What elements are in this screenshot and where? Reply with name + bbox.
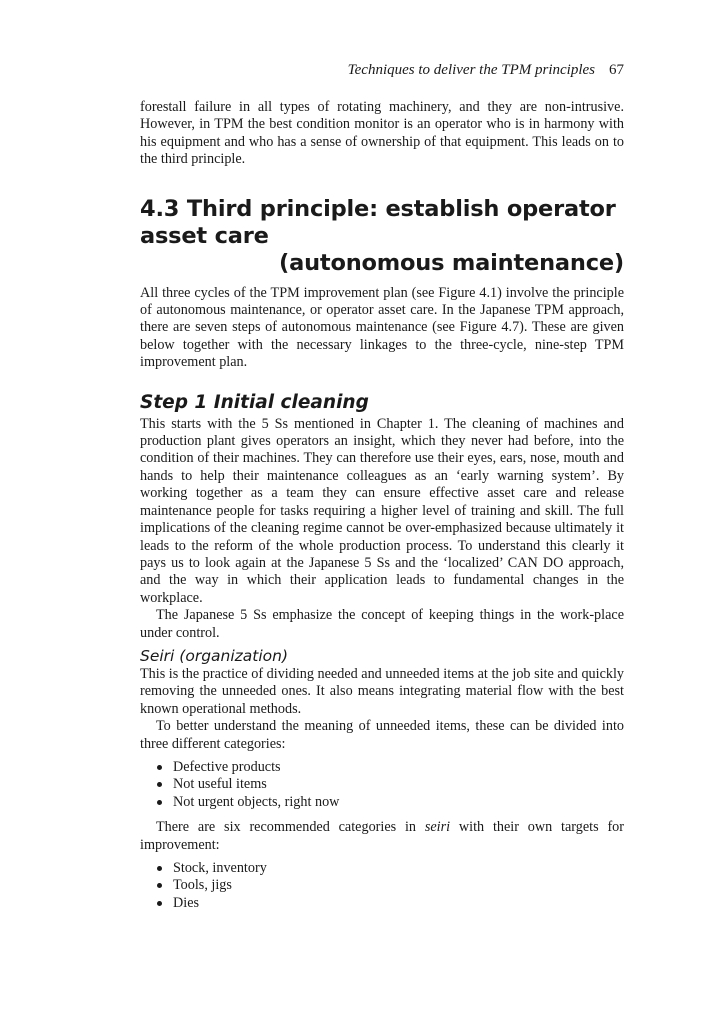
bullet-icon (157, 800, 162, 805)
list-item (157, 895, 624, 912)
list-item-text: Defective products (173, 758, 281, 775)
list-item-text: Not useful items (173, 776, 267, 793)
paragraph-text-start: There are six recommended categories in (156, 819, 425, 836)
paragraph-5s: The Japanese 5 Ss emphasize the concept of keeping things in the work-place under control. (140, 607, 624, 641)
bullet-icon (157, 883, 162, 888)
paragraph-step-1: This starts with the 5 Ss mentioned in Chapter 1. The cleaning of machines and production plant gives operators an insight, which they never had before, into the condition of their machines. They can therefore use their eyes, ears, nose, mouth and hands to help their maintenance colleagues as an ‘early warning system’. By working together as a team they can ensure effective asset care and release maintenance people for tasks requiring a higher level of training and skill. The full implications of the cleaning regime cannot be over-emphasized because ultimately it leads to the reform of the whole production process. To understand this clearly it pays us to look again at the Japanese 5 Ss and the ‘localized’ CAN DO approach, and the way in which their application leads to fundamental changes in the workplace. (140, 415, 624, 606)
bullet-icon (157, 765, 162, 770)
list-item (157, 759, 624, 776)
bullet-icon (157, 901, 162, 906)
running-head-title: Techniques to deliver the TPM principles (347, 62, 595, 78)
page-body (140, 99, 624, 920)
term-seiri: seiri (424, 819, 451, 836)
paragraph-unneeded-items: To better understand the meaning of unneeded items, these can be divided into three different categories: (140, 718, 624, 752)
list-item (157, 877, 624, 894)
list-item (157, 794, 624, 811)
paragraph-seiri-definition: This is the practice of dividing needed and unneeded items at the job site and quickly removing the unneeded ones. It also means integrating material flow with the best known operational methods. (140, 665, 624, 717)
paragraph-section-intro: All three cycles of the TPM improvement plan (see Figure 4.1) involve the principle of autonomous maintenance, or operator asset care. In the Japanese TPM approach, there are seven steps of autonomous maintenance (see Figure 4.7). These are given below together with the necessary linkages to the three-cycle, nine-step TPM improvement plan. (140, 284, 624, 371)
list-unneeded-categories (140, 759, 624, 811)
list-item-text: Stock, inventory (173, 860, 267, 876)
page-number: 67 (609, 62, 624, 78)
list-item (157, 776, 624, 793)
section-heading-line-1: 4.3 Third principle: establish operator asset care (140, 195, 616, 249)
paragraph-intro: forestall failure in all types of rotating machinery, and they are non-intrusive. However, in TPM the best condition monitor is an operator who is in harmony with his equipment and who has a sense of ownership of that equipment. This leads on to the third principle. (140, 99, 624, 168)
section-heading (140, 196, 624, 277)
section-heading-line-2: (autonomous maintenance) (279, 249, 624, 276)
bullet-icon (157, 782, 162, 787)
list-item-text: Not urgent objects, right now (173, 793, 340, 810)
paragraph-six-categories (140, 819, 624, 854)
paragraph-text-end: with their own targets for improvement: (140, 819, 624, 853)
running-head (140, 60, 624, 80)
list-item-text: Dies (173, 894, 200, 911)
list-item (157, 860, 624, 877)
list-item-text: Tools, jigs (173, 877, 232, 894)
bullet-icon (157, 866, 162, 871)
subheading-seiri: Seiri (organization) (140, 646, 289, 665)
step-heading: Step 1 Initial cleaning (140, 391, 369, 413)
list-seiri-categories (140, 860, 624, 912)
